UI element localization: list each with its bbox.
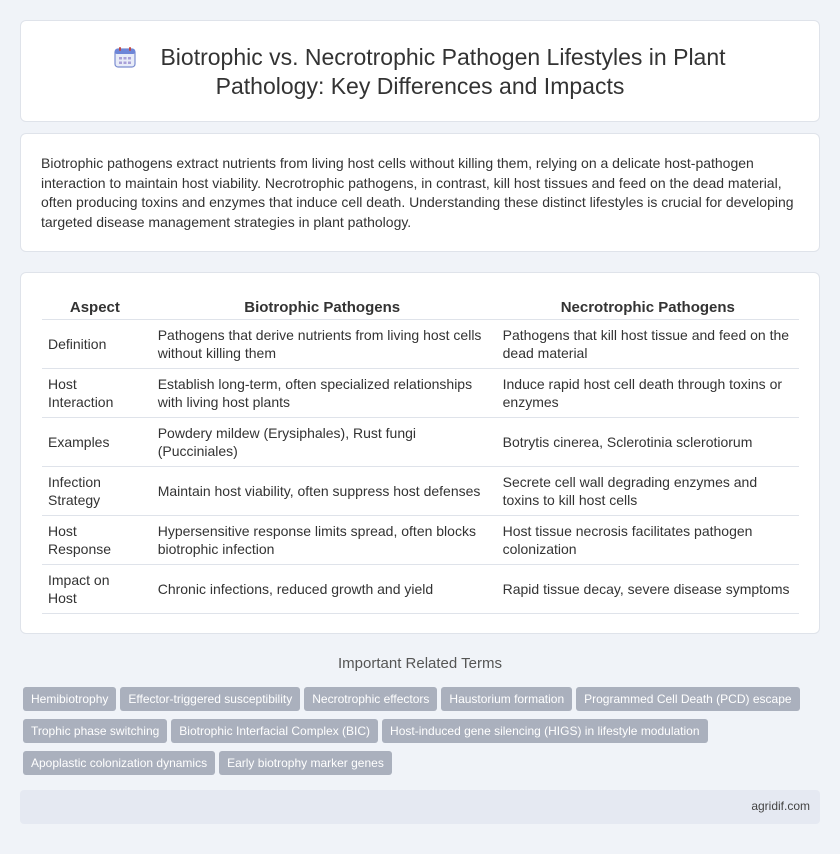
- related-term-tag[interactable]: Haustorium formation: [441, 687, 572, 711]
- row-necrotrophic: Induce rapid host cell death through toxins or enzymes: [497, 368, 799, 417]
- intro-paragraph: Biotrophic pathogens extract nutrients from living host cells without killing them, relying on a delicate host-pathogen interaction to maintain host viability. Necrotrophic pathogens, in contrast, kill host tissues and feed on the dead material, often producing toxins and enzymes that induce cell death. Understanding these distinct lifestyles is crucial for developing targeted disease management strategies in plant pathology.: [41, 155, 794, 230]
- row-biotrophic: Establish long-term, often specialized relationships with living host plants: [152, 368, 493, 417]
- row-biotrophic: Chronic infections, reduced growth and yield: [152, 564, 493, 613]
- table-row: [42, 564, 799, 613]
- row-aspect: Impact on Host: [42, 564, 148, 613]
- row-aspect: Host Interaction: [42, 368, 148, 417]
- related-terms-list: [23, 687, 823, 783]
- related-term-tag[interactable]: Biotrophic Interfacial Complex (BIC): [171, 719, 378, 743]
- row-aspect: Infection Strategy: [42, 466, 148, 515]
- related-terms-title: Important Related Terms: [338, 655, 502, 672]
- row-necrotrophic: Pathogens that kill host tissue and feed on the dead material: [497, 319, 799, 368]
- row-necrotrophic: Rapid tissue decay, severe disease symptoms: [497, 564, 799, 613]
- related-term-tag[interactable]: Programmed Cell Death (PCD) escape: [576, 687, 799, 711]
- row-necrotrophic: Secrete cell wall degrading enzymes and toxins to kill host cells: [497, 466, 799, 515]
- footer-site-link[interactable]: agridif.com: [751, 799, 810, 813]
- related-term-tag[interactable]: Necrotrophic effectors: [304, 687, 437, 711]
- related-term-tag[interactable]: Trophic phase switching: [23, 719, 167, 743]
- table-row: [42, 417, 799, 466]
- row-necrotrophic: Host tissue necrosis facilitates pathogen colonization: [497, 515, 799, 564]
- row-biotrophic: Maintain host viability, often suppress host defenses: [152, 466, 493, 515]
- header-aspect: Aspect: [42, 297, 148, 319]
- comparison-card: [20, 272, 820, 634]
- footer: [20, 790, 820, 824]
- related-term-tag[interactable]: Apoplastic colonization dynamics: [23, 751, 215, 775]
- table-header-row: [42, 297, 799, 319]
- row-biotrophic: Pathogens that derive nutrients from living host cells without killing them: [152, 319, 493, 368]
- intro-card: [20, 133, 820, 252]
- related-term-tag[interactable]: Host-induced gene silencing (HIGS) in lifestyle modulation: [382, 719, 708, 743]
- row-aspect: Definition: [42, 319, 148, 368]
- row-biotrophic: Powdery mildew (Erysiphales), Rust fungi (Pucciniales): [152, 417, 493, 466]
- table-row: [42, 368, 799, 417]
- table-row: [42, 466, 799, 515]
- header-biotrophic: Biotrophic Pathogens: [152, 297, 493, 319]
- row-aspect: Examples: [42, 417, 148, 466]
- table-row: [42, 515, 799, 564]
- title-card: [20, 20, 820, 122]
- row-biotrophic: Hypersensitive response limits spread, often blocks biotrophic infection: [152, 515, 493, 564]
- row-aspect: Host Response: [42, 515, 148, 564]
- related-term-tag[interactable]: Hemibiotrophy: [23, 687, 116, 711]
- row-necrotrophic: Botrytis cinerea, Sclerotinia sclerotiorum: [497, 417, 799, 466]
- calendar-icon: [114, 46, 136, 68]
- page-title-wrap: [21, 43, 819, 101]
- related-term-tag[interactable]: Early biotrophy marker genes: [219, 751, 392, 775]
- related-term-tag[interactable]: Effector-triggered susceptibility: [120, 687, 300, 711]
- header-necrotrophic: Necrotrophic Pathogens: [497, 297, 799, 319]
- page-title: Biotrophic vs. Necrotrophic Pathogen Lifestyles in Plant Pathology: Key Differences and Impacts: [160, 44, 726, 99]
- table-row: [42, 319, 799, 368]
- comparison-table: [42, 297, 799, 614]
